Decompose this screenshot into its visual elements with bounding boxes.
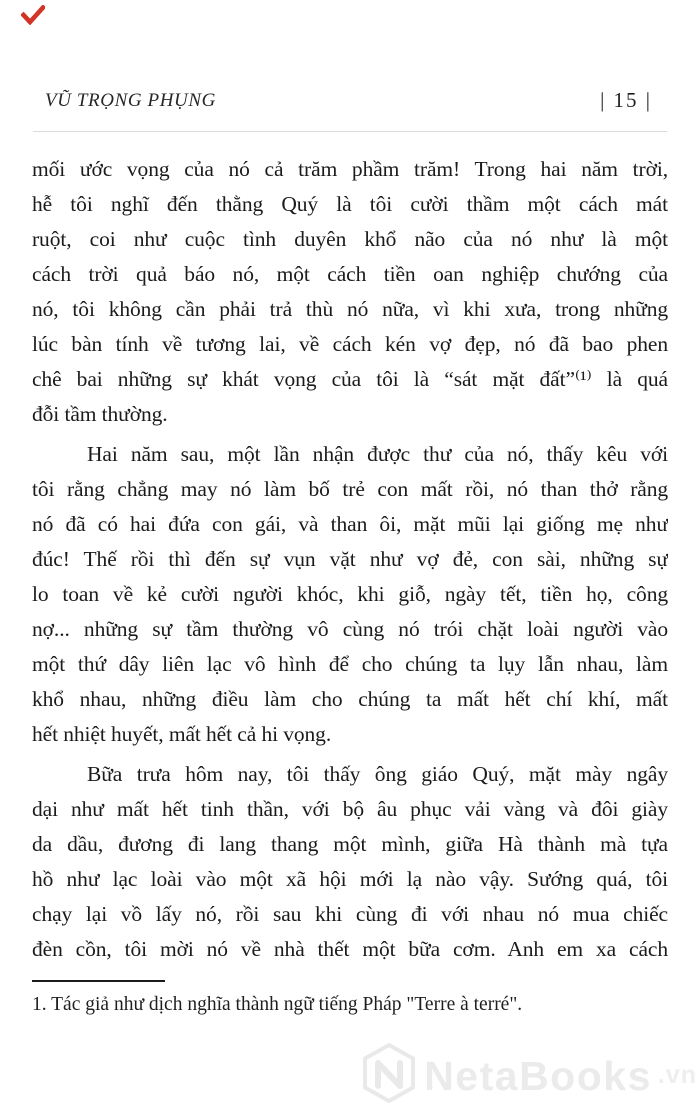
text-line: ruột, coi như cuộc tình duyên khổ não của nó như là một — [32, 227, 668, 251]
netabooks-watermark — [360, 1042, 697, 1109]
text-line: Bữa trưa hôm nay, tôi thấy ông giáo Quý, mặt mày ngây — [87, 762, 668, 786]
red-check-bookmark-icon — [21, 5, 45, 25]
watermark-text: NetaBooks — [424, 1052, 652, 1099]
text-line: nó, tôi không cần phải trả thù nó nữa, vì khi xưa, trong những — [32, 297, 668, 321]
footnote-text: 1. Tác giả như dịch nghĩa thành ngữ tiếng Pháp "Terre à terré". — [32, 994, 523, 1015]
paragraph — [32, 437, 668, 752]
text-line: hết nhiệt huyết, mất hết cả hi vọng. — [32, 722, 332, 746]
footnote-divider — [32, 980, 165, 982]
text-line: lúc bàn tính về tương lai, về cách kén vợ đẹp, nó đã bao phen — [32, 332, 668, 356]
text-line: hễ tôi nghĩ đến thằng Quý là tôi cười thầm một cách mát — [32, 192, 668, 216]
text-line: chê bai những sự khát vọng của tôi là “sát mặt đất”⁽¹⁾ là quá — [32, 367, 668, 391]
header-divider — [33, 131, 667, 132]
text-line: cách trời quả báo nó, một cách tiền oan nghiệp chướng của — [32, 262, 668, 286]
watermark-suffix: .vn — [657, 1061, 697, 1089]
page-number: | 15 | — [600, 88, 652, 112]
paragraph — [32, 757, 668, 967]
text-line: chạy lại vồ lấy nó, rồi sau khi cùng đi với nhau nó mua chiếc — [32, 902, 668, 926]
text-line: nó đã có hai đứa con gái, và than ôi, mặt mũi lại giống mẹ như — [32, 512, 668, 536]
text-line: một thứ dây liên lạc vô hình để cho chúng ta lụy lẫn nhau, làm — [32, 652, 668, 676]
text-line: da dầu, đương đi lang thang một mình, giữa Hà thành mà tựa — [32, 832, 668, 856]
text-line: mối ước vọng của nó cả trăm phầm trăm! Trong hai năm trời, — [32, 157, 668, 181]
text-line: hồ như lạc loài vào một xã hội mới lạ nào vậy. Sướng quá, tôi — [32, 867, 668, 891]
text-line: Hai năm sau, một lần nhận được thư của nó, thấy kêu với — [87, 442, 668, 466]
text-line: dại như mất hết tinh thần, với bộ âu phục vải vàng và đôi giày — [32, 797, 668, 821]
text-line: tôi rằng chẳng may nó làm bố trẻ con mất rồi, nó than thở rằng — [32, 477, 668, 501]
text-line: đèn cồn, tôi mời nó về nhà thết một bữa cơm. Anh em xa cách — [32, 937, 668, 961]
hexagon-n-icon — [360, 1042, 418, 1109]
text-line: đúc! Thế rồi thì đến sự vụn vặt như vợ đẻ, con sài, những sự — [32, 547, 668, 571]
text-line: khổ nhau, những điều làm cho chúng ta mất hết chí khí, mất — [32, 687, 668, 711]
text-line: nợ... những sự tầm thường vô cùng nó trói chặt loài người vào — [32, 617, 668, 641]
paragraph — [32, 152, 668, 432]
page-header-author: VŨ TRỌNG PHỤNG — [45, 90, 216, 111]
text-line: lo toan về kẻ cười người khóc, khi giỗ, ngày tết, tiền họ, công — [32, 582, 668, 606]
body-text — [32, 152, 668, 967]
text-line: đỗi tầm thường. — [32, 402, 168, 426]
